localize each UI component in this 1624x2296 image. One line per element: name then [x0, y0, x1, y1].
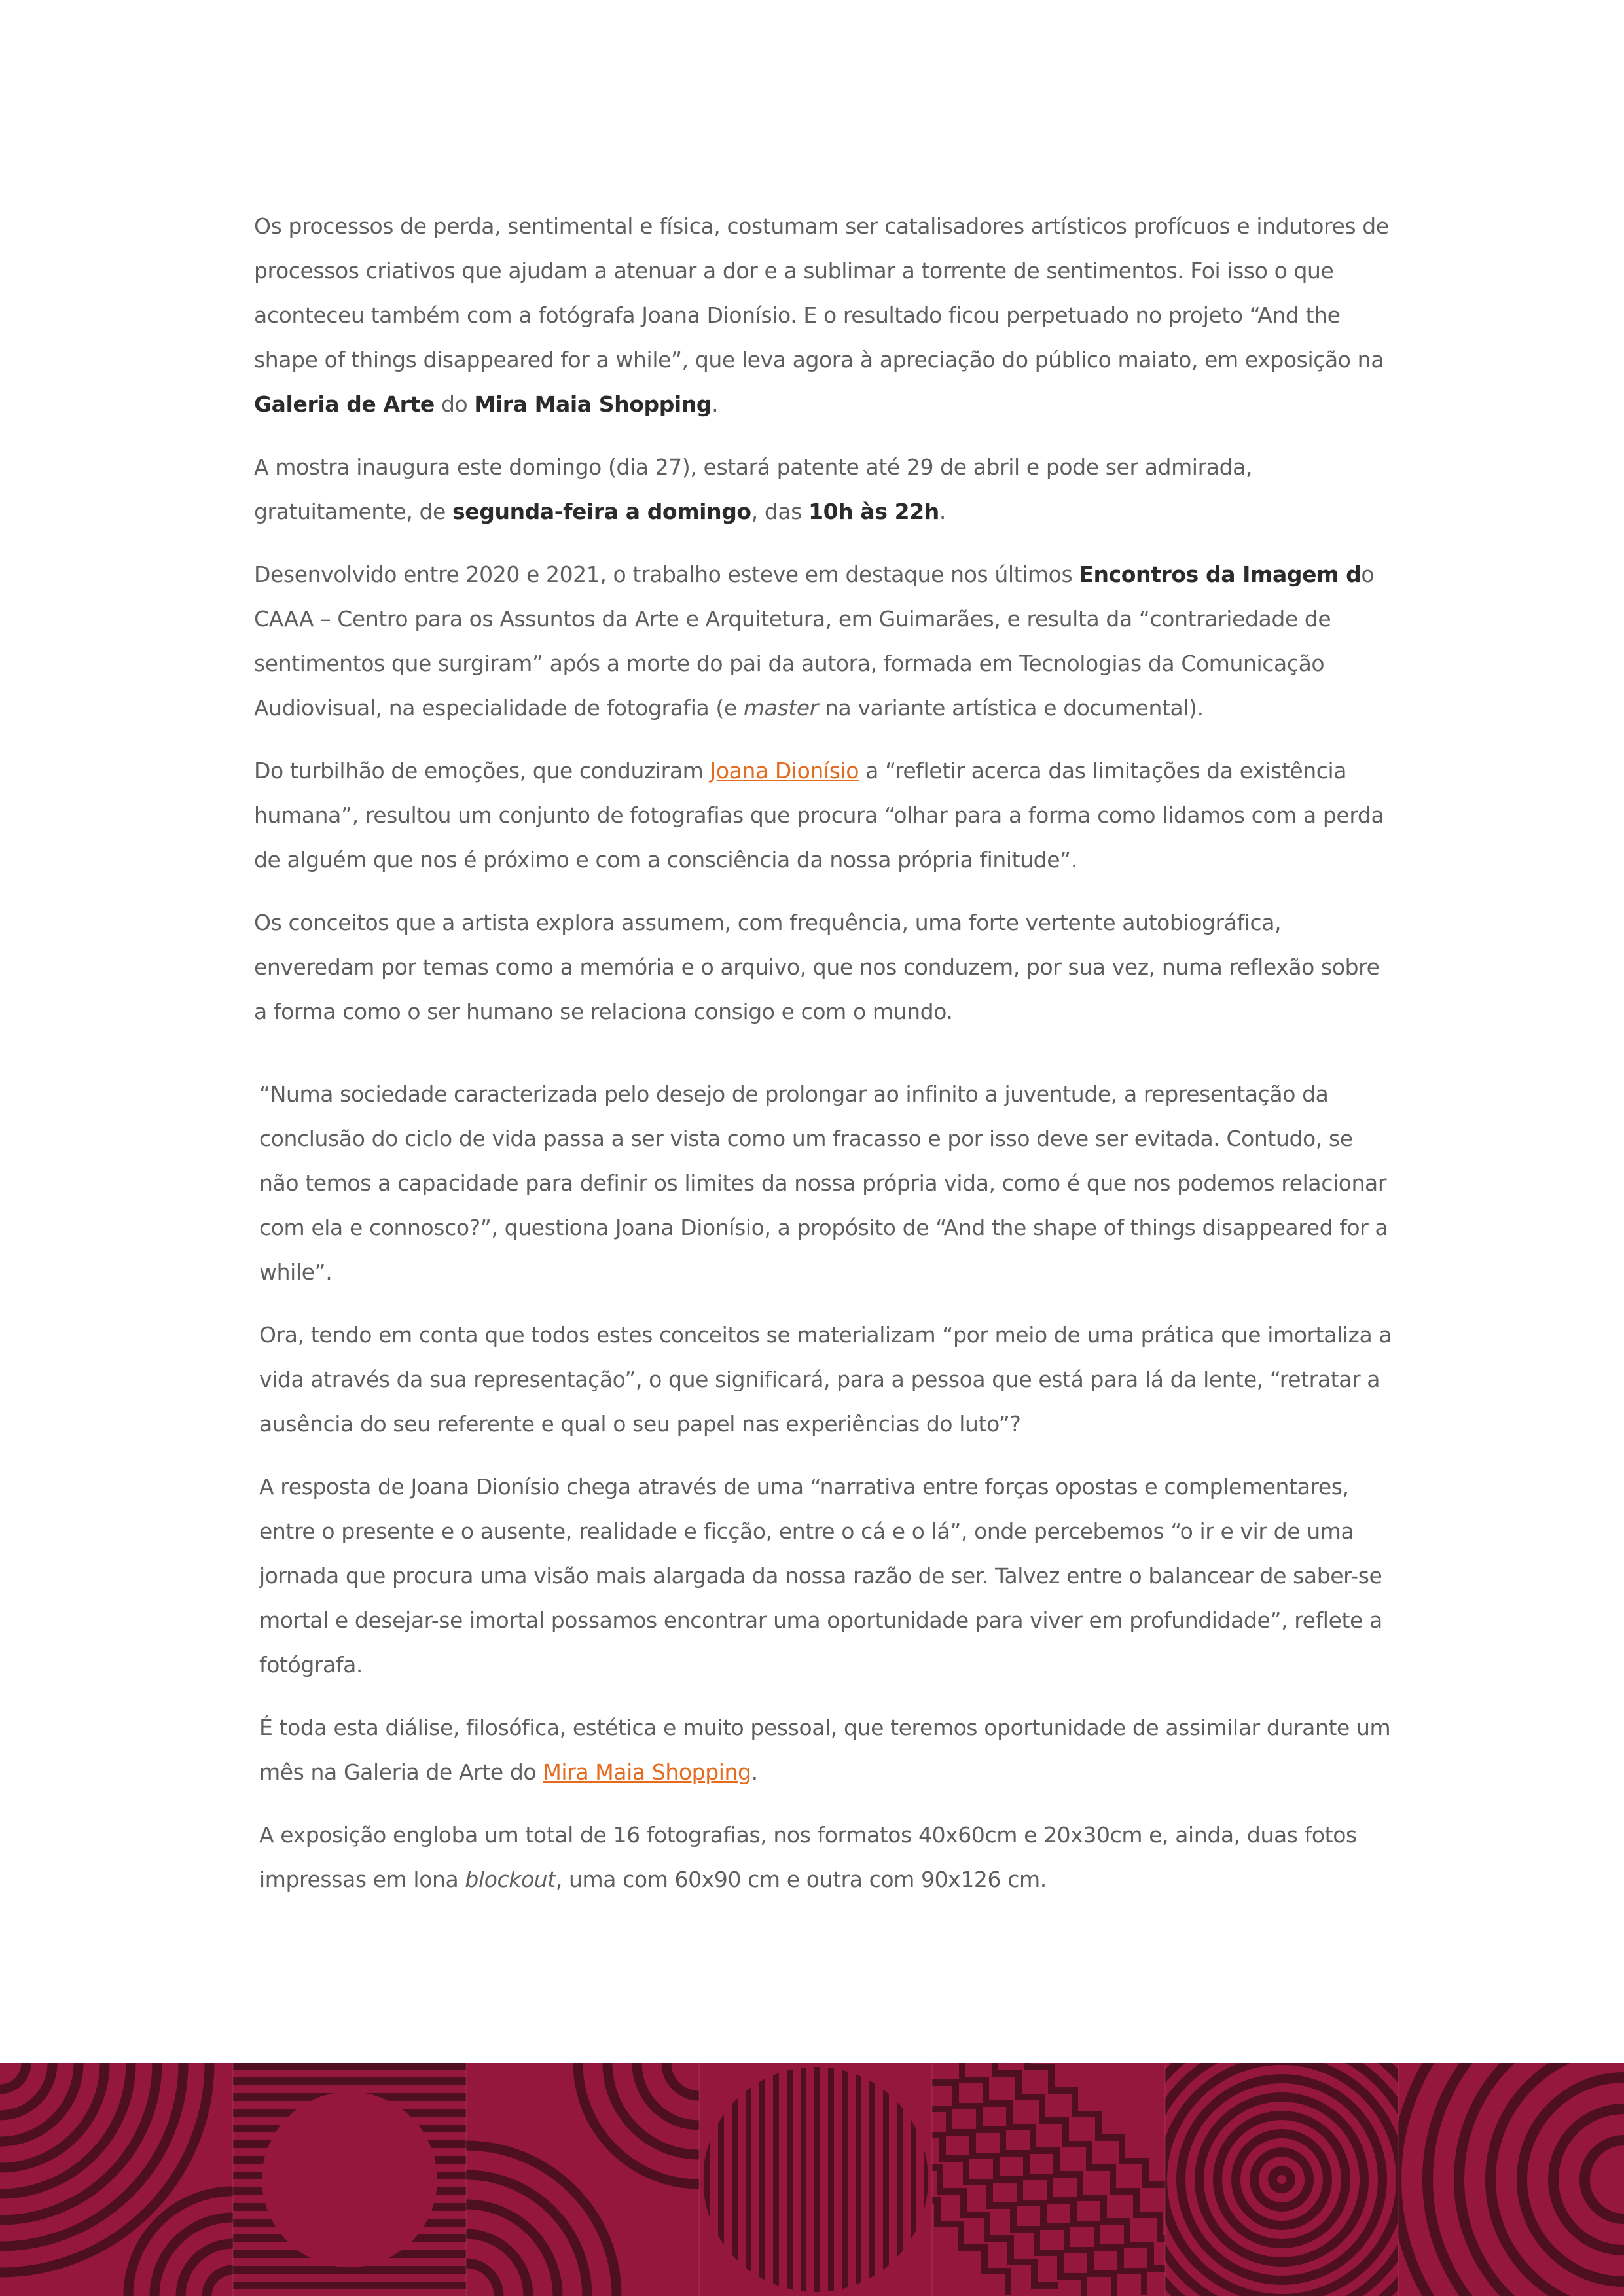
paragraph-8: A resposta de Joana Dionísio chega através de uma “narrativa entre forças opostas e complementares, entre o presente e o ausente, realidade e ficção, entre o cá e o lá”, onde percebemos “o ir e vir de uma jornada que procura uma visão mais alargada da nossa razão de ser. Talvez entre o balancear de saber-se mortal e desejar-se imortal possamos encontrar uma oportunidade para viver em profundidade”, reflete a fotógrafa.: [259, 1474, 1382, 1677]
paragraph-2: A mostra inaugura este domingo (dia 27), estará patente até 29 de abril e pode ser admirada, gratuitamente, de segunda-feira a domingo, das 10h às 22h.: [254, 454, 1253, 524]
paragraph-9: É toda esta diálise, filosófica, estética e muito pessoal, que teremos oportunidade de assimilar durante um mês na Galeria de Arte do Mira Maia Shopping.: [259, 1715, 1391, 1785]
decorative-pattern-band: [0, 2063, 1624, 2296]
schedule-hours: 10h às 22h: [808, 499, 939, 524]
venue-shopping: Mira Maia Shopping: [474, 391, 712, 417]
tile-striped-circle: [233, 2063, 466, 2296]
italic-material: blockout: [465, 1867, 556, 1892]
paragraph-4: Do turbilhão de emoções, que conduziram Joana Dionísio a “refletir acerca das limitações da existência humana”, resultou um conjunto de fotografias que procura “olhar para a forma como lidamos com a perda de alguém que nos é próximo e com a consciência da nossa própria finitude”.: [254, 758, 1384, 872]
artist-link[interactable]: Joana Dionísio: [710, 758, 859, 783]
article-body: [254, 204, 1393, 1920]
paragraph-7: Ora, tendo em conta que todos estes conceitos se materializam “por meio de uma prática que imortaliza a vida através da sua representação”, o que significará, para a pessoa que está para lá da lente, “retratar a ausência do seu referente e qual o seu papel nas experiências do luto”?: [259, 1322, 1392, 1437]
schedule-days: segunda-feira a domingo: [452, 499, 751, 524]
paragraph-3: Desenvolvido entre 2020 e 2021, o trabalho esteve em destaque nos últimos Encontros da Imagem do CAAA – Centro para os Assuntos da Arte e Arquitetura, em Guimarães, e resulta da “contrariedade de sentimentos que surgiram” após a morte do pai da autora, formada em Tecnologias da Comunicação Audiovisual, na especialidade de fotografia (e master na variante artística e documental).: [254, 562, 1375, 721]
italic-term: master: [743, 695, 818, 721]
paragraph-1: Os processos de perda, sentimental e física, costumam ser catalisadores artísticos profícuos e indutores de processos criativos que ajudam a atenuar a dor e a sublimar a torrente de sentimentos. Foi isso o que aconteceu também com a fotógrafa Joana Dionísio. E o resultado ficou perpetuado no projeto “And the shape of things disappeared for a while”, que leva agora à apreciação do público maiato, em exposição na Galeria de Arte do Mira Maia Shopping.: [254, 213, 1389, 417]
shopping-link[interactable]: Mira Maia Shopping: [543, 1759, 751, 1785]
quote-section: [254, 1072, 1393, 1902]
venue-gallery: Galeria de Arte: [254, 391, 435, 417]
tile-vertical-striped-circle: [699, 2063, 932, 2296]
paragraph-10: A exposição engloba um total de 16 fotografias, nos formatos 40x60cm e 20x30cm e, ainda, duas fotos impressas em lona blockout, uma com 60x90 cm e outra com 90x126 cm.: [259, 1822, 1357, 1892]
paragraph-6: “Numa sociedade caracterizada pelo desejo de prolongar ao infinito a juventude, a representação da conclusão do ciclo de vida passa a ser vista como um fracasso e por isso deve ser evitada. Contudo, se não temos a capacidade para definir os limites da nossa própria vida, como é que nos podemos relacionar com ela e connosco?”, questiona Joana Dionísio, a propósito de “And the shape of things disappeared for a while”.: [259, 1081, 1388, 1285]
paragraph-5: Os conceitos que a artista explora assumem, com frequência, uma forte vertente autobiográfica, enveredam por temas como a memória e o arquivo, que nos conduzem, por sua vez, numa reflexão sobre a forma como o ser humano se relaciona consigo e com o mundo.: [254, 910, 1380, 1024]
event-name: Encontros da Imagem d: [1079, 562, 1362, 587]
